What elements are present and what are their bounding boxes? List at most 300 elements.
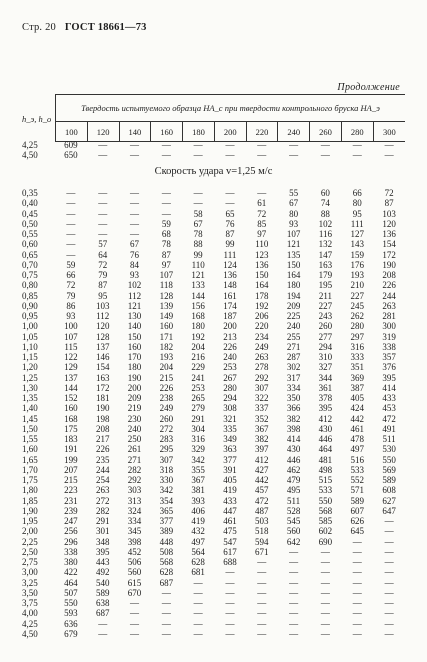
table-cell: — [225,608,235,619]
table-cell: 190 [95,403,110,414]
table-cell: 498 [318,464,333,475]
table-cell: 226 [95,444,110,455]
table-row [22,311,405,321]
row-label-cell: 4,25 [22,618,38,629]
table-cell: 230 [127,413,142,424]
table-cell: 204 [191,341,205,352]
row-label-cell: 1,70 [22,464,38,475]
table-cell: 215 [159,372,174,383]
table-cell: 124 [223,259,237,270]
table-row [22,567,405,577]
table-cell: 380 [64,557,78,567]
table-cell: 560 [127,567,142,578]
table-cell: — [352,628,362,639]
column-header-cell: 100 [56,122,88,142]
table-cell: 282 [95,505,110,516]
table-cell: 219 [127,403,142,414]
table-cell: 59 [66,259,76,270]
table-cell: — [225,567,235,578]
table-row [22,383,405,393]
table-cell: — [193,198,203,209]
table-cell: 208 [382,270,396,280]
table-cell: — [289,557,299,567]
table-cell: — [320,140,330,150]
table-cell: — [320,567,330,578]
table-cell: 378 [318,393,333,403]
table-cell: 239 [64,505,78,516]
table-cell: 110 [191,259,205,270]
table-cell: 59 [161,218,171,229]
table-cell: 355 [191,464,205,475]
table-cell: 64 [98,249,108,260]
table-cell: — [193,149,203,160]
table-cell: 334 [127,516,142,526]
table-row [22,414,405,424]
table-cell: 307 [159,454,174,465]
table-cell: 503 [255,516,269,526]
row-label-cell: 3,50 [22,587,38,598]
table-cell: 263 [95,485,110,496]
table-cell: 550 [382,454,396,465]
table-row [22,270,405,280]
table-cell: 679 [64,628,78,639]
table-cell: 650 [64,149,78,160]
table-cell: 122 [64,352,78,362]
table-cell: 231 [64,495,78,506]
table-cell: 87 [98,280,108,291]
column-header-cell: 200 [214,122,246,142]
table-cell: 68 [161,229,171,239]
table-cell: 67 [193,218,203,229]
table-cell: — [130,208,140,219]
table-cell: 72 [384,188,394,198]
row-label-cell: 2,50 [22,546,38,557]
row-label-cell: 0,45 [22,208,38,219]
table-cell: 103 [382,208,396,219]
table-row [22,455,405,465]
table-cell: 393 [191,495,205,506]
table-row [22,588,405,598]
table-cell: — [225,598,235,608]
table-cell: 249 [255,341,269,352]
table-cell: 568 [318,505,333,516]
row-label-cell: 2,00 [22,526,38,537]
table-cell: — [98,198,108,209]
column-header-cell: 220 [246,122,278,142]
table-cell: 85 [257,218,267,229]
table-cell: 135 [286,249,301,260]
table-cell: 140 [127,321,142,332]
table-cell: 76 [225,218,235,229]
table-cell: — [98,140,108,150]
table-cell: 506 [127,557,142,567]
row-label-cell: 0,65 [22,249,38,260]
table-cell: 381 [191,485,205,496]
table-cell: 297 [350,331,364,342]
table-row [22,485,405,495]
table-row [22,557,405,567]
table-row [22,506,405,516]
table-cell: 424 [350,403,364,414]
main-data-table [22,188,405,639]
table-cell: 143 [350,239,364,250]
column-header-cell: 140 [119,122,151,142]
table-cell: 210 [350,280,364,291]
table-cell: 475 [223,526,237,537]
table-row [22,465,405,475]
table-cell: — [193,140,203,150]
table-row [22,239,405,249]
table-cell: — [257,598,267,608]
table-cell: 433 [382,393,396,403]
table-cell: 377 [159,516,174,526]
table-cell: — [384,140,394,150]
table-cell: 227 [318,300,333,311]
table-cell: 100 [64,321,78,332]
table-cell: — [352,140,362,150]
table-row [22,444,405,454]
table-cell: 550 [64,598,78,608]
table-cell: 137 [64,372,78,383]
table-cell: 430 [318,423,333,434]
table-cell: 87 [161,249,171,260]
table-cell: — [98,628,108,639]
table-cell: 163 [318,259,333,270]
table-cell: 110 [255,239,269,250]
table-cell: 479 [286,475,301,485]
table-cell: 164 [255,280,269,291]
table-cell: — [257,557,267,567]
table-cell: 369 [350,372,364,383]
table-cell: 366 [286,403,301,414]
table-cell: — [130,628,140,639]
table-row [22,403,405,413]
table-cell: 419 [223,485,237,496]
table-cell: 87 [384,198,394,209]
table-cell: 97 [161,259,171,270]
row-label-cell: 1,05 [22,331,38,342]
column-header-cell: 300 [373,122,405,142]
table-cell: — [66,198,76,209]
table-cell: 350 [286,393,301,403]
table-cell: 508 [159,546,174,557]
table-cell: 342 [191,454,205,465]
table-cell: 180 [286,280,301,291]
table-cell: 78 [161,239,171,250]
table-cell: 253 [223,362,237,373]
table-cell: 354 [159,495,174,506]
table-cell: 687 [159,577,174,588]
table-cell: 430 [286,444,301,455]
table-row [22,291,405,301]
table-cell: 127 [350,229,364,239]
table-cell: 112 [127,290,142,301]
table-cell: 103 [95,300,110,311]
table-row [22,188,405,198]
table-cell: 638 [95,598,110,608]
table-cell: 194 [286,290,301,301]
table-cell: 296 [64,536,78,547]
page-number: Стр. 20 [22,22,56,33]
table-cell: 250 [127,434,142,444]
table-cell: 208 [95,423,110,434]
table-cell: 130 [127,311,142,321]
table-cell: 560 [286,526,301,537]
table-cell: 215 [64,475,78,485]
table-cell: 283 [159,434,174,444]
table-cell: 240 [223,352,237,362]
row-label-cell: 1,30 [22,382,38,393]
table-cell: 628 [191,557,205,567]
table-cell: 670 [127,587,142,598]
table-cell: 397 [255,444,269,455]
table-cell: 329 [191,444,205,455]
table-cell: 150 [127,331,142,342]
table-cell: 367 [191,475,205,485]
row-label-cell: 0,35 [22,188,38,198]
table-row [22,198,405,208]
table-cell: 647 [382,505,396,516]
table-cell: — [161,188,171,198]
table-cell: 367 [255,423,269,434]
table-cell: 267 [223,372,237,383]
table-cell: 123 [255,249,269,260]
table-cell: 302 [286,362,301,373]
table-cell: 67 [130,239,140,250]
table-cell: 160 [127,341,142,352]
table-cell: 137 [95,341,110,352]
table-row [22,151,405,161]
table-cell: 495 [286,485,301,496]
table-cell: 462 [286,464,301,475]
table-cell: 294 [223,393,237,403]
table-cell: 687 [95,608,110,619]
table-cell: 352 [255,413,269,424]
table-cell: — [352,618,362,629]
table-cell: 148 [223,280,237,291]
table-cell: 240 [286,321,301,332]
table-cell: 589 [350,495,364,506]
table-cell: 272 [95,495,110,506]
table-cell: 405 [223,475,237,485]
table-cell: — [98,149,108,160]
table-cell: 261 [127,444,142,455]
table-cell: 318 [159,464,174,475]
table-row [22,547,405,557]
table-row [22,537,405,547]
table-cell: — [320,546,330,557]
table-cell: 291 [95,516,110,526]
table-cell: — [352,546,362,557]
table-cell: 156 [191,300,205,311]
table-cell: 254 [95,475,110,485]
table-cell: — [257,587,267,598]
table-cell: 349 [223,434,237,444]
table-cell: 608 [382,485,396,496]
table-cell: — [225,618,235,629]
table-cell: 174 [223,300,237,311]
table-cell: — [320,598,330,608]
table-cell: 395 [382,372,396,383]
table-cell: 472 [382,413,396,424]
table-cell: 204 [159,362,174,373]
table-cell: 211 [318,290,332,301]
table-cell: 190 [382,259,396,270]
table-cell: 180 [191,321,205,332]
row-label-cell: 0,95 [22,311,38,321]
table-cell: 217 [95,434,110,444]
table-cell: — [289,618,299,629]
table-cell: 115 [64,341,78,352]
table-cell: 294 [318,341,333,352]
table-cell: — [225,198,235,209]
table-cell: 292 [127,475,142,485]
table-cell: 518 [255,526,269,537]
table-cell: — [130,618,140,629]
table-cell: 55 [289,188,299,198]
table-cell: — [161,608,171,619]
row-label-cell: 3,75 [22,598,38,608]
table-cell: 391 [223,464,237,475]
table-cell: 102 [318,218,333,229]
row-label-cell: 1,85 [22,495,38,506]
table-cell: 65 [225,208,235,219]
table-cell: — [193,608,203,619]
table-cell: — [257,140,267,150]
table-cell: 322 [255,393,269,403]
table-cell: — [289,149,299,160]
row-label-cell: 1,95 [22,516,38,526]
table-cell: 60 [320,188,330,198]
row-header-label: h_э, h_o [22,114,52,124]
table-cell: 95 [98,290,108,301]
table-row [22,619,405,629]
row-label-cell: 3,00 [22,567,38,578]
table-cell: — [193,618,203,629]
table-cell: 271 [286,341,301,352]
table-cell: 172 [95,382,110,393]
table-row [22,629,405,639]
table-cell: 223 [64,485,78,496]
table-cell: 112 [96,311,110,321]
row-label-cell: 1,10 [22,341,38,352]
table-cell: 609 [64,140,78,150]
table-cell: 552 [350,475,364,485]
row-label-cell: 1,65 [22,454,38,465]
table-cell: 181 [95,393,110,403]
table-cell: — [289,598,299,608]
table-cell: 628 [159,567,174,578]
table-cell: 387 [350,382,364,393]
table-cell: 88 [320,208,330,219]
table-cell: 414 [382,382,396,393]
table-cell: 80 [352,198,362,209]
table-cell: 330 [159,475,174,485]
table-cell: 319 [382,331,396,342]
table-cell: 564 [191,546,205,557]
table-row [22,260,405,270]
table-cell: 182 [159,341,174,352]
table-row [22,352,405,362]
row-label-cell: 0,80 [22,280,38,291]
table-cell: 121 [286,239,301,250]
table-cell: 545 [286,516,301,526]
table-cell: 627 [382,495,396,506]
table-cell: — [193,188,203,198]
table-cell: — [352,608,362,619]
table-cell: 594 [255,536,269,547]
table-row [22,141,405,151]
table-cell: 671 [255,546,269,557]
table-cell: 304 [191,423,205,434]
table-cell: — [66,229,76,239]
table-cell: 492 [95,567,110,578]
table-cell: 427 [255,464,269,475]
table-row [22,362,405,372]
table-cell: — [384,546,394,557]
row-label-cell: 4,50 [22,149,38,160]
row-label-cell: 0,75 [22,270,38,280]
table-cell: — [289,577,299,588]
table-cell: 255 [286,331,301,342]
table-cell: — [289,628,299,639]
table-cell: 617 [223,546,237,557]
table-row [22,321,405,331]
table-cell: 602 [318,526,333,537]
table-cell: 225 [286,311,301,321]
table-cell: 292 [255,372,269,383]
table-cell: — [98,218,108,229]
table-cell: 472 [255,495,269,506]
table-cell: 681 [191,567,205,578]
table-row [22,301,405,311]
column-header-cell: 280 [341,122,373,142]
table-cell: — [289,140,299,150]
table-cell: 307 [255,382,269,393]
table-row [22,209,405,219]
table-cell: 589 [95,587,110,598]
table-cell: 432 [191,526,205,537]
table-cell: 262 [350,311,364,321]
table-cell: 533 [318,485,333,496]
table-row [22,496,405,506]
table-cell: 516 [350,454,364,465]
table-cell: 245 [350,300,364,311]
row-label-cell: 4,25 [22,140,38,150]
table-cell: — [130,608,140,619]
table-cell: 57 [98,239,108,250]
table-cell: 206 [255,311,269,321]
table-cell: 111 [223,249,237,260]
table-cell: 478 [350,434,364,444]
column-header-cell: 260 [310,122,342,142]
table-cell: 235 [95,454,110,465]
table-cell: 170 [127,352,142,362]
table-cell: — [257,608,267,619]
table-cell: — [289,567,299,578]
table-row [22,342,405,352]
table-cell: 497 [350,444,364,455]
table-cell: — [352,598,362,608]
table-cell: 287 [286,352,301,362]
table-row [22,219,405,229]
table-cell: 443 [95,557,110,567]
page-header [22,22,147,33]
table-cell: 97 [257,229,267,239]
table-cell: 121 [191,270,205,280]
table-cell: — [98,208,108,219]
table-cell: 357 [382,352,396,362]
